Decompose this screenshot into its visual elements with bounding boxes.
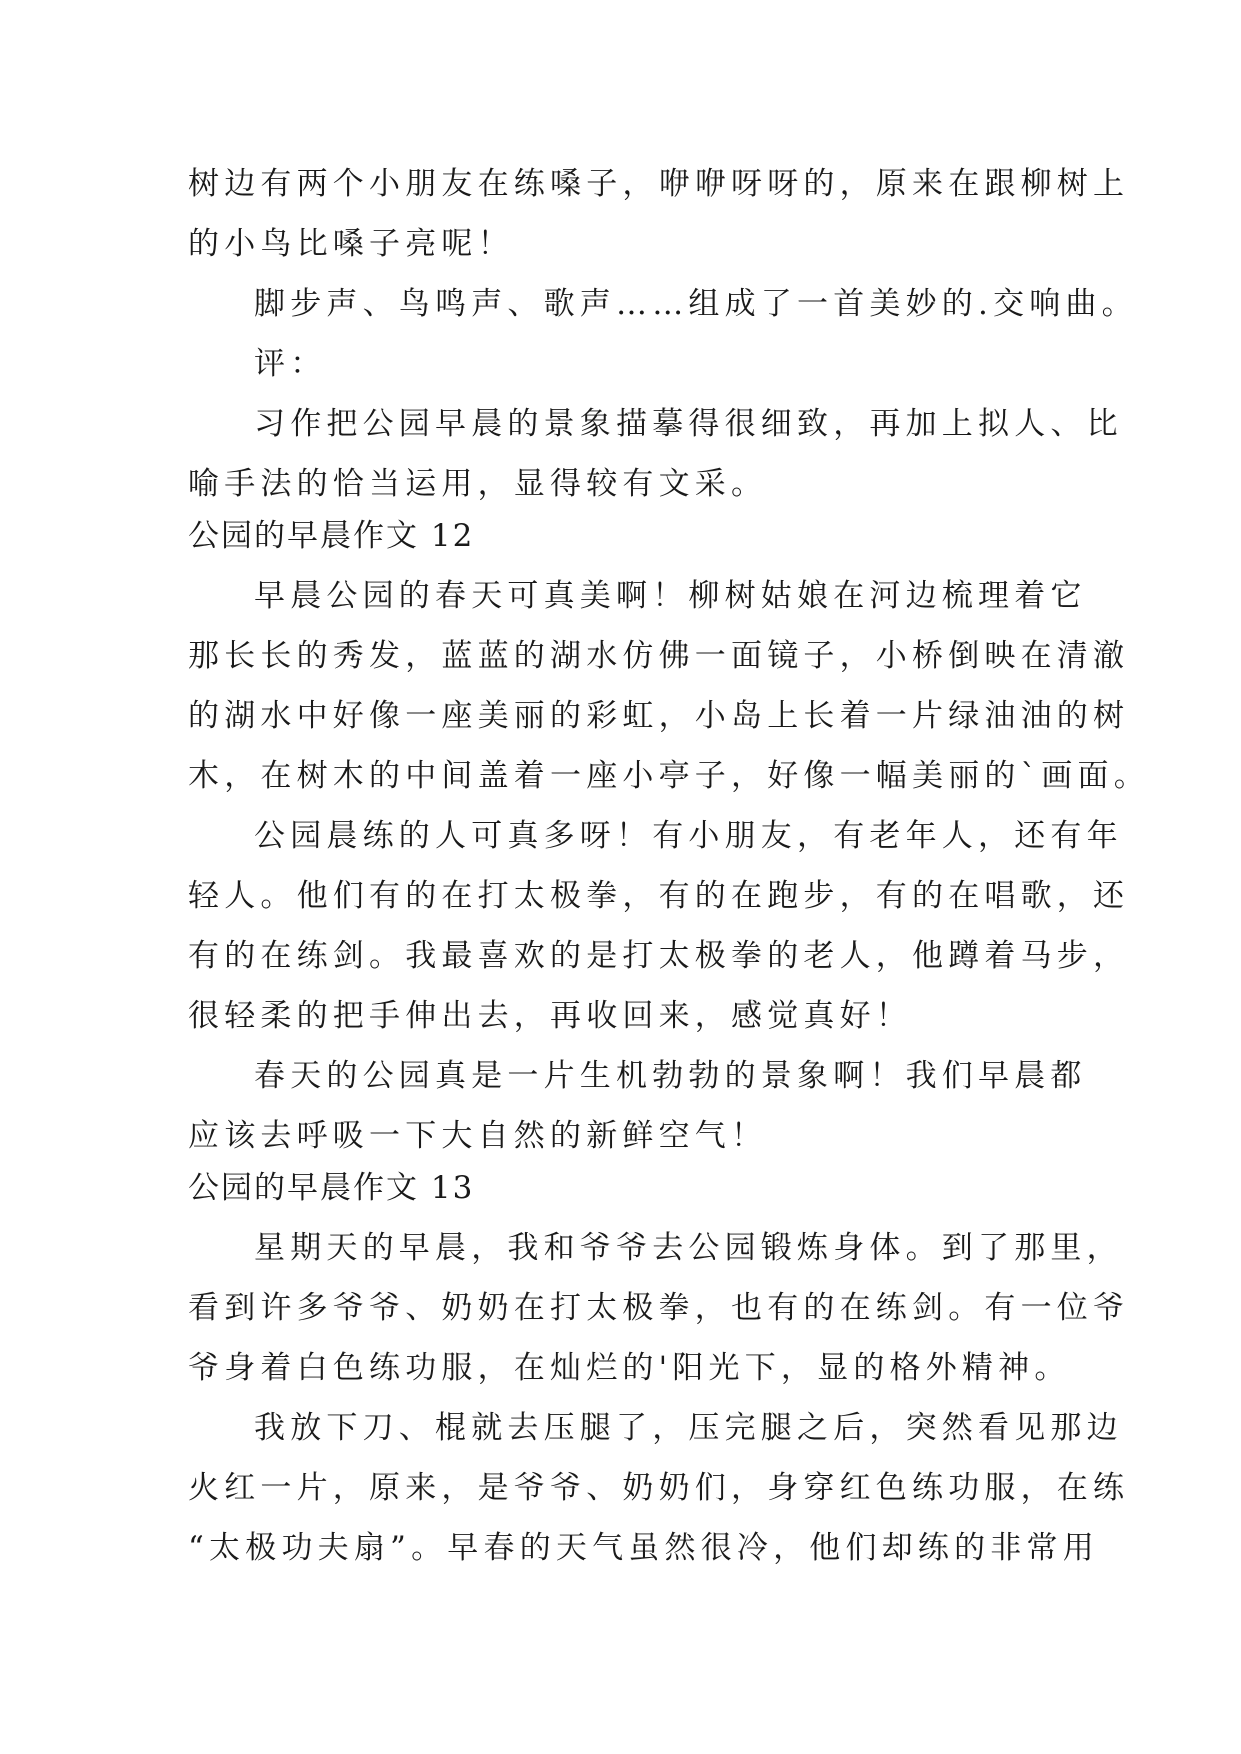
text-line: 习作把公园早晨的景象描摹得很细致，再加上拟人、比 — [254, 406, 1123, 442]
text-line: 木，在树木的中间盖着一座小亭子，好像一幅美丽的`画面。 — [188, 758, 1150, 794]
section-heading: 公园的早晨作文 13 — [188, 1170, 475, 1206]
text-line: 火红一片，原来，是爷爷、奶奶们，身穿红色练功服，在练 — [188, 1470, 1130, 1506]
text-line: 很轻柔的把手伸出去，再收回来，感觉真好！ — [188, 998, 912, 1034]
text-line: 看到许多爷爷、奶奶在打太极拳，也有的在练剑。有一位爷 — [188, 1290, 1130, 1326]
text-line: 有的在练剑。我最喜欢的是打太极拳的老人，他蹲着马步， — [188, 938, 1130, 974]
text-line: 公园晨练的人可真多呀！有小朋友，有老年人，还有年 — [254, 818, 1123, 854]
text-line: 那长长的秀发，蓝蓝的湖水仿佛一面镜子，小桥倒映在清澈 — [188, 638, 1130, 674]
text-line: 脚步声、鸟鸣声、歌声……组成了一首美妙的.交响曲。 — [254, 286, 1138, 322]
text-line: 的小鸟比嗓子亮呢！ — [188, 226, 514, 262]
text-line: “太极功夫扇”。早春的天气虽然很冷，他们却练的非常用 — [188, 1530, 1099, 1566]
text-line: 树边有两个小朋友在练嗓子，咿咿呀呀的，原来在跟柳树上 — [188, 166, 1130, 202]
section-heading: 公园的早晨作文 12 — [188, 518, 475, 554]
text-line: 早晨公园的春天可真美啊！柳树姑娘在河边梳理着它 — [254, 578, 1087, 614]
text-line: 应该去呼吸一下大自然的新鲜空气！ — [188, 1118, 768, 1154]
text-line: 我放下刀、棍就去压腿了，压完腿之后，突然看见那边 — [254, 1410, 1123, 1446]
text-line: 春天的公园真是一片生机勃勃的景象啊！我们早晨都 — [254, 1058, 1087, 1094]
comment-label: 评： — [254, 346, 327, 382]
text-line: 的湖水中好像一座美丽的彩虹，小岛上长着一片绿油油的树 — [188, 698, 1130, 734]
text-line: 喻手法的恰当运用，显得较有文采。 — [188, 466, 768, 502]
text-line: 星期天的早晨，我和爷爷去公园锻炼身体。到了那里， — [254, 1230, 1123, 1266]
text-line: 轻人。他们有的在打太极拳，有的在跑步，有的在唱歌，还 — [188, 878, 1130, 914]
text-line: 爷身着白色练功服，在灿烂的'阳光下，显的格外精神。 — [188, 1350, 1071, 1386]
